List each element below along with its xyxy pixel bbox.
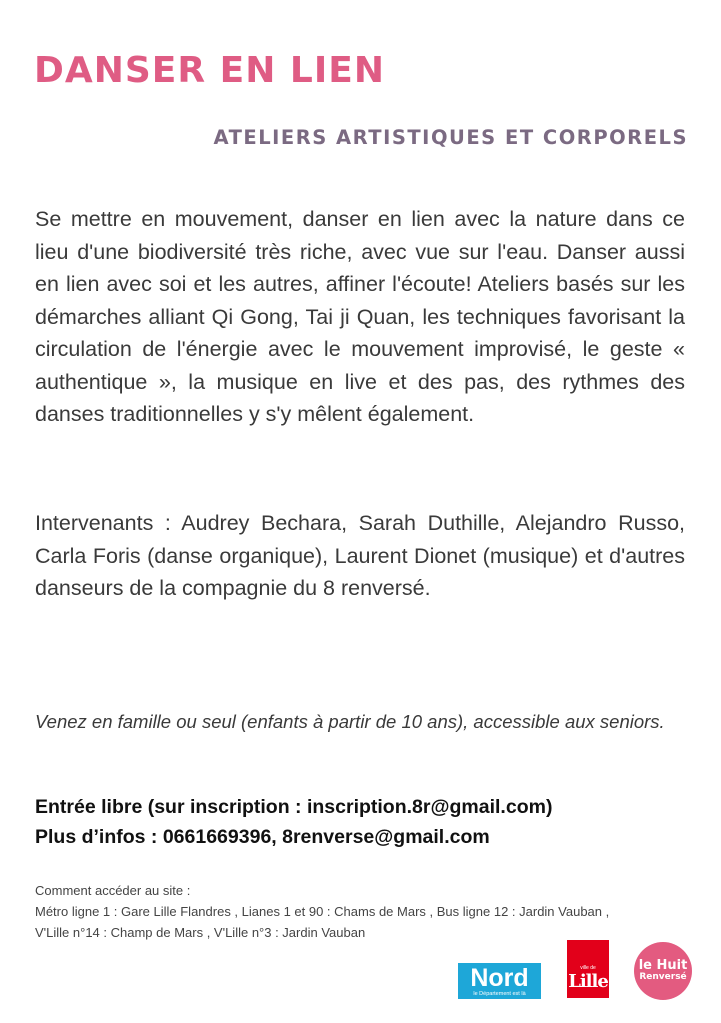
lille-logo-top: ville de (580, 965, 596, 971)
entry-info: Entrée libre (sur inscription : inscription.8r@gmail.com) (35, 796, 553, 818)
nord-logo-tagline: le Département est là (473, 990, 526, 997)
page-subtitle: ATELIERS ARTISTIQUES ET CORPORELS (213, 126, 688, 149)
audience-note: Venez en famille ou seul (enfants à partir de 10 ans), accessible aux seniors. (35, 711, 665, 732)
access-info (35, 880, 695, 943)
access-line: V'Lille n°14 : Champ de Mars , V'Lille n°3 : Jardin Vauban (35, 925, 366, 940)
speakers-paragraph: Intervenants : Audrey Bechara, Sarah Duthille, Alejandro Russo, Carla Foris (danse organique), Laurent Dionet (musique) et d'autres danseurs de la compagnie du 8 renversé. (35, 511, 685, 600)
contact-info: Plus d’infos : 0661669396, 8renverse@gmail.com (35, 826, 490, 848)
description-paragraph: Se mettre en mouvement, danser en lien avec la nature dans ce lieu d'une biodiversité très riche, avec vue sur l'eau. Danser aussi en lien avec soi et les autres, affiner l'écoute! Ateliers basés sur les démarches alliant Qi Gong, Tai ji Quan, les techniques favorisant la circulation de l'énergie avec le mouvement improvisé, le geste « authentique », la musique en live et des pas, des rythmes des danses traditionnelles y s'y mêlent également. (35, 207, 685, 426)
nord-logo (458, 963, 541, 999)
access-line: Métro ligne 1 : Gare Lille Flandres , Lianes 1 et 90 : Chams de Mars , Bus ligne 12 : Jardin Vauban , (35, 904, 610, 919)
huit-logo-line1: le Huit (638, 958, 688, 973)
huit-logo-line2: Renversé (639, 972, 687, 982)
page-title: DANSER EN LIEN (34, 50, 385, 91)
huit-renverse-logo (634, 942, 692, 1000)
lille-logo-name: Lille (568, 971, 608, 992)
nord-logo-name: Nord (470, 963, 529, 992)
lille-logo (567, 940, 609, 998)
access-heading: Comment accéder au site : (35, 883, 191, 898)
